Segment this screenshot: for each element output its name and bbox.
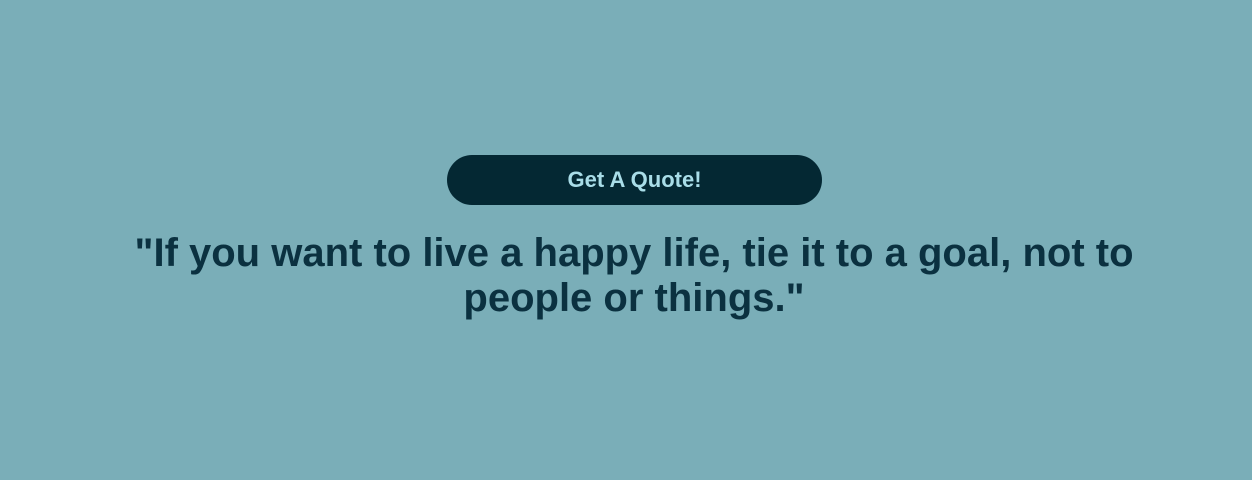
quote-text: "If you want to live a happy life, tie it to a goal, not to people or things." bbox=[134, 231, 1134, 320]
get-quote-button[interactable]: Get A Quote! bbox=[447, 155, 822, 205]
